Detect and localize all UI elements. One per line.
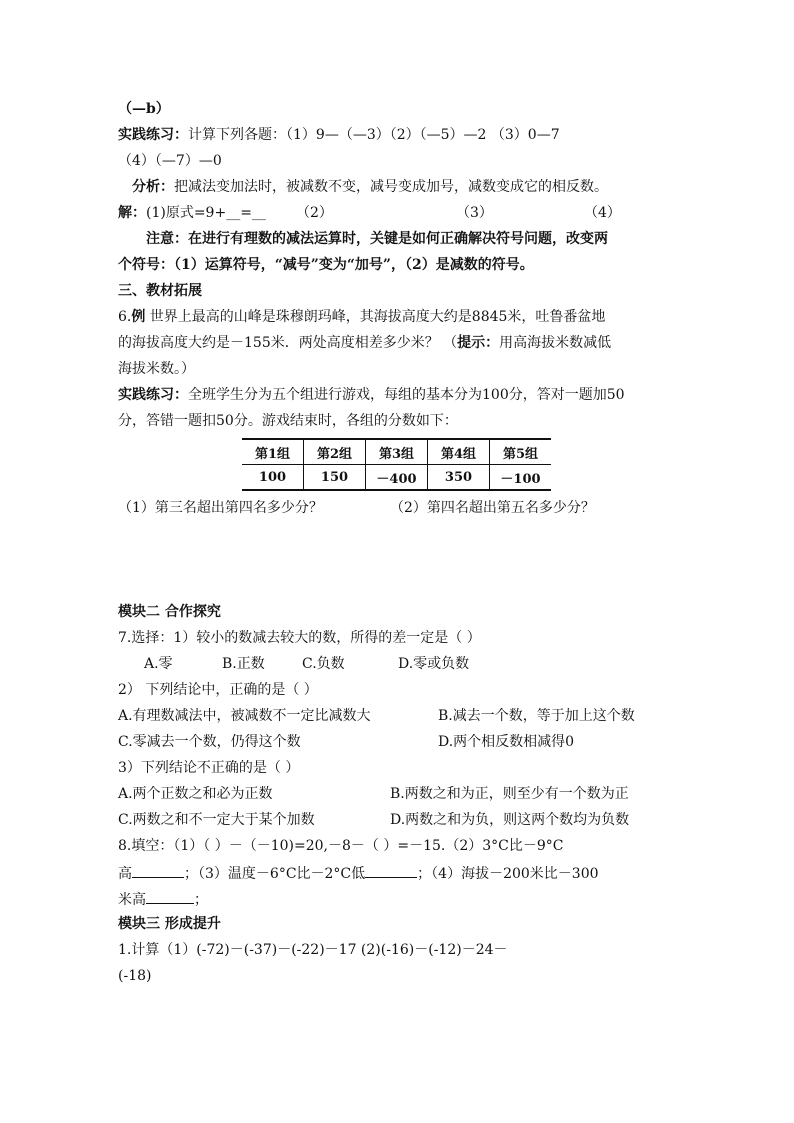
table-cell: －400: [366, 465, 428, 491]
table-cell: 350: [428, 465, 490, 491]
option: A.零: [144, 656, 173, 672]
fill-question-line: [118, 859, 678, 885]
example-text: 的海拔高度大约是－155米．两处高度相差多少米？ （: [118, 335, 458, 351]
option: A.有理数减法中，被减数不一定比减数大: [118, 708, 371, 724]
table-header-row: [242, 439, 551, 465]
example-line: 海拔米数。）: [118, 361, 195, 377]
options-line: [118, 651, 678, 677]
options-line: [118, 781, 678, 807]
practice-line: 分，答错一题扣50分。游戏结束时，各组的分数如下：: [118, 413, 458, 429]
module-heading: 模块三 形成提升: [118, 916, 221, 932]
solution-part-3: （3）: [456, 205, 493, 221]
solution-part-2: （2）: [296, 205, 333, 221]
question-line: 3）下列结论不正确的是（ ）: [118, 760, 300, 776]
table-cell: 150: [304, 465, 366, 491]
option: A.两个正数之和必为正数: [118, 786, 273, 802]
analysis-label: 分析：: [132, 179, 174, 195]
question-part: （2）第四名超出第五名多少分？: [390, 500, 595, 516]
practice-label: 实践练习：: [118, 127, 188, 143]
solution-label: 解：: [118, 205, 146, 221]
hint-label: 提示：: [457, 335, 500, 351]
fill-text: 米高: [118, 892, 146, 908]
option: D.两个相反数相减得0: [438, 734, 575, 750]
answer-blank[interactable]: [146, 885, 194, 904]
module-heading: 模块二 合作探究: [118, 604, 221, 620]
option: B.正数: [222, 656, 265, 672]
question-part: （1）第三名超出第四名多少分？: [118, 500, 323, 516]
analysis-line: [118, 174, 678, 200]
practice-label: 实践练习：: [118, 387, 188, 403]
example-line: [118, 330, 678, 356]
option: D.两数之和为负，则这两个数均为负数: [390, 812, 630, 828]
question-line: 2） 下列结论中，正确的是（ ）: [118, 682, 318, 698]
example-number: 6.: [118, 309, 132, 325]
options-line: [118, 703, 678, 729]
practice-line: [118, 122, 678, 148]
question-line: 7.选择：1）较小的数减去较大的数，所得的差一定是（ ）: [118, 630, 481, 646]
options-line: [118, 729, 678, 755]
example-text: 世界上最高的山峰是珠穆朗玛峰，其海拔高度大约是8845米，吐鲁番盆地: [145, 309, 606, 325]
fill-text: ；: [194, 892, 208, 908]
calc-question-line: 1.计算（1）(-72)－(-37)－(-22)－17 (2)(-16)－(-12)－24－: [118, 942, 508, 958]
option: B.减去一个数，等于加上这个数: [438, 708, 635, 724]
hint-text: 用高海拔米数减低: [499, 335, 612, 351]
option: C.两数之和不一定大于某个加数: [118, 812, 315, 828]
table-header-cell: 第4组: [428, 439, 490, 465]
option: C.负数: [302, 656, 345, 672]
fill-text: ；（4）海拔－200米比－300: [417, 866, 599, 882]
practice-text: 全班学生分为五个组进行游戏，每组的基本分为100分，答对一题加50: [188, 387, 625, 403]
analysis-text: 把减法变加法时，被减数不变，减号变成加号，减数变成它的相反数。: [174, 179, 608, 195]
fill-text: 高: [118, 866, 132, 882]
spacer: [118, 521, 678, 599]
answer-blank[interactable]: [132, 859, 184, 878]
example-label: 例: [131, 309, 146, 325]
solution-line: [118, 200, 678, 226]
table-header-cell: 第2组: [304, 439, 366, 465]
solution-part-1: (1)原式=9+__=__: [146, 205, 266, 221]
text-line: （—b）: [118, 101, 170, 117]
score-table: [242, 438, 551, 491]
section-heading: 三、教材拓展: [118, 283, 202, 299]
option: B.两数之和为正，则至少有一个数为正: [390, 786, 629, 802]
fill-text: ；（3）温度－6°C比－2°C低: [184, 866, 366, 882]
practice-text: 计算下列各题：（1）9—（—3）（2）（—5）—2 （3）0—7: [188, 127, 560, 143]
table-row: [242, 465, 551, 491]
note-line: 注意：在进行有理数的减法运算时，关键是如何正确解决符号问题，改变两: [146, 231, 608, 247]
option: D.零或负数: [398, 656, 470, 672]
fill-question-line: 8.填空：（1）（ ）－（－10)=20,－8－（ ）=－15.（2）3°C比－9°C: [118, 838, 564, 854]
table-header-cell: 第1组: [242, 439, 304, 465]
table-cell: －100: [490, 465, 552, 491]
practice-line: [118, 382, 678, 408]
options-line: [118, 807, 678, 833]
note-line: 个符号：（1）运算符号，“减号”变为“加号”，（2）是减数的符号。: [118, 257, 534, 273]
table-header-cell: 第3组: [366, 439, 428, 465]
question-line: [118, 495, 678, 521]
calc-question-line: (-18): [118, 968, 152, 984]
answer-blank[interactable]: [365, 859, 417, 878]
fill-question-line: [118, 885, 678, 911]
text-line: （4）（—7）—0: [118, 153, 222, 169]
option: C.零减去一个数，仍得这个数: [118, 734, 301, 750]
example-line: [118, 304, 678, 330]
table-header-cell: 第5组: [490, 439, 552, 465]
worksheet-page: [118, 96, 678, 989]
table-cell: 100: [242, 465, 304, 491]
solution-part-4: （4）: [584, 205, 621, 221]
